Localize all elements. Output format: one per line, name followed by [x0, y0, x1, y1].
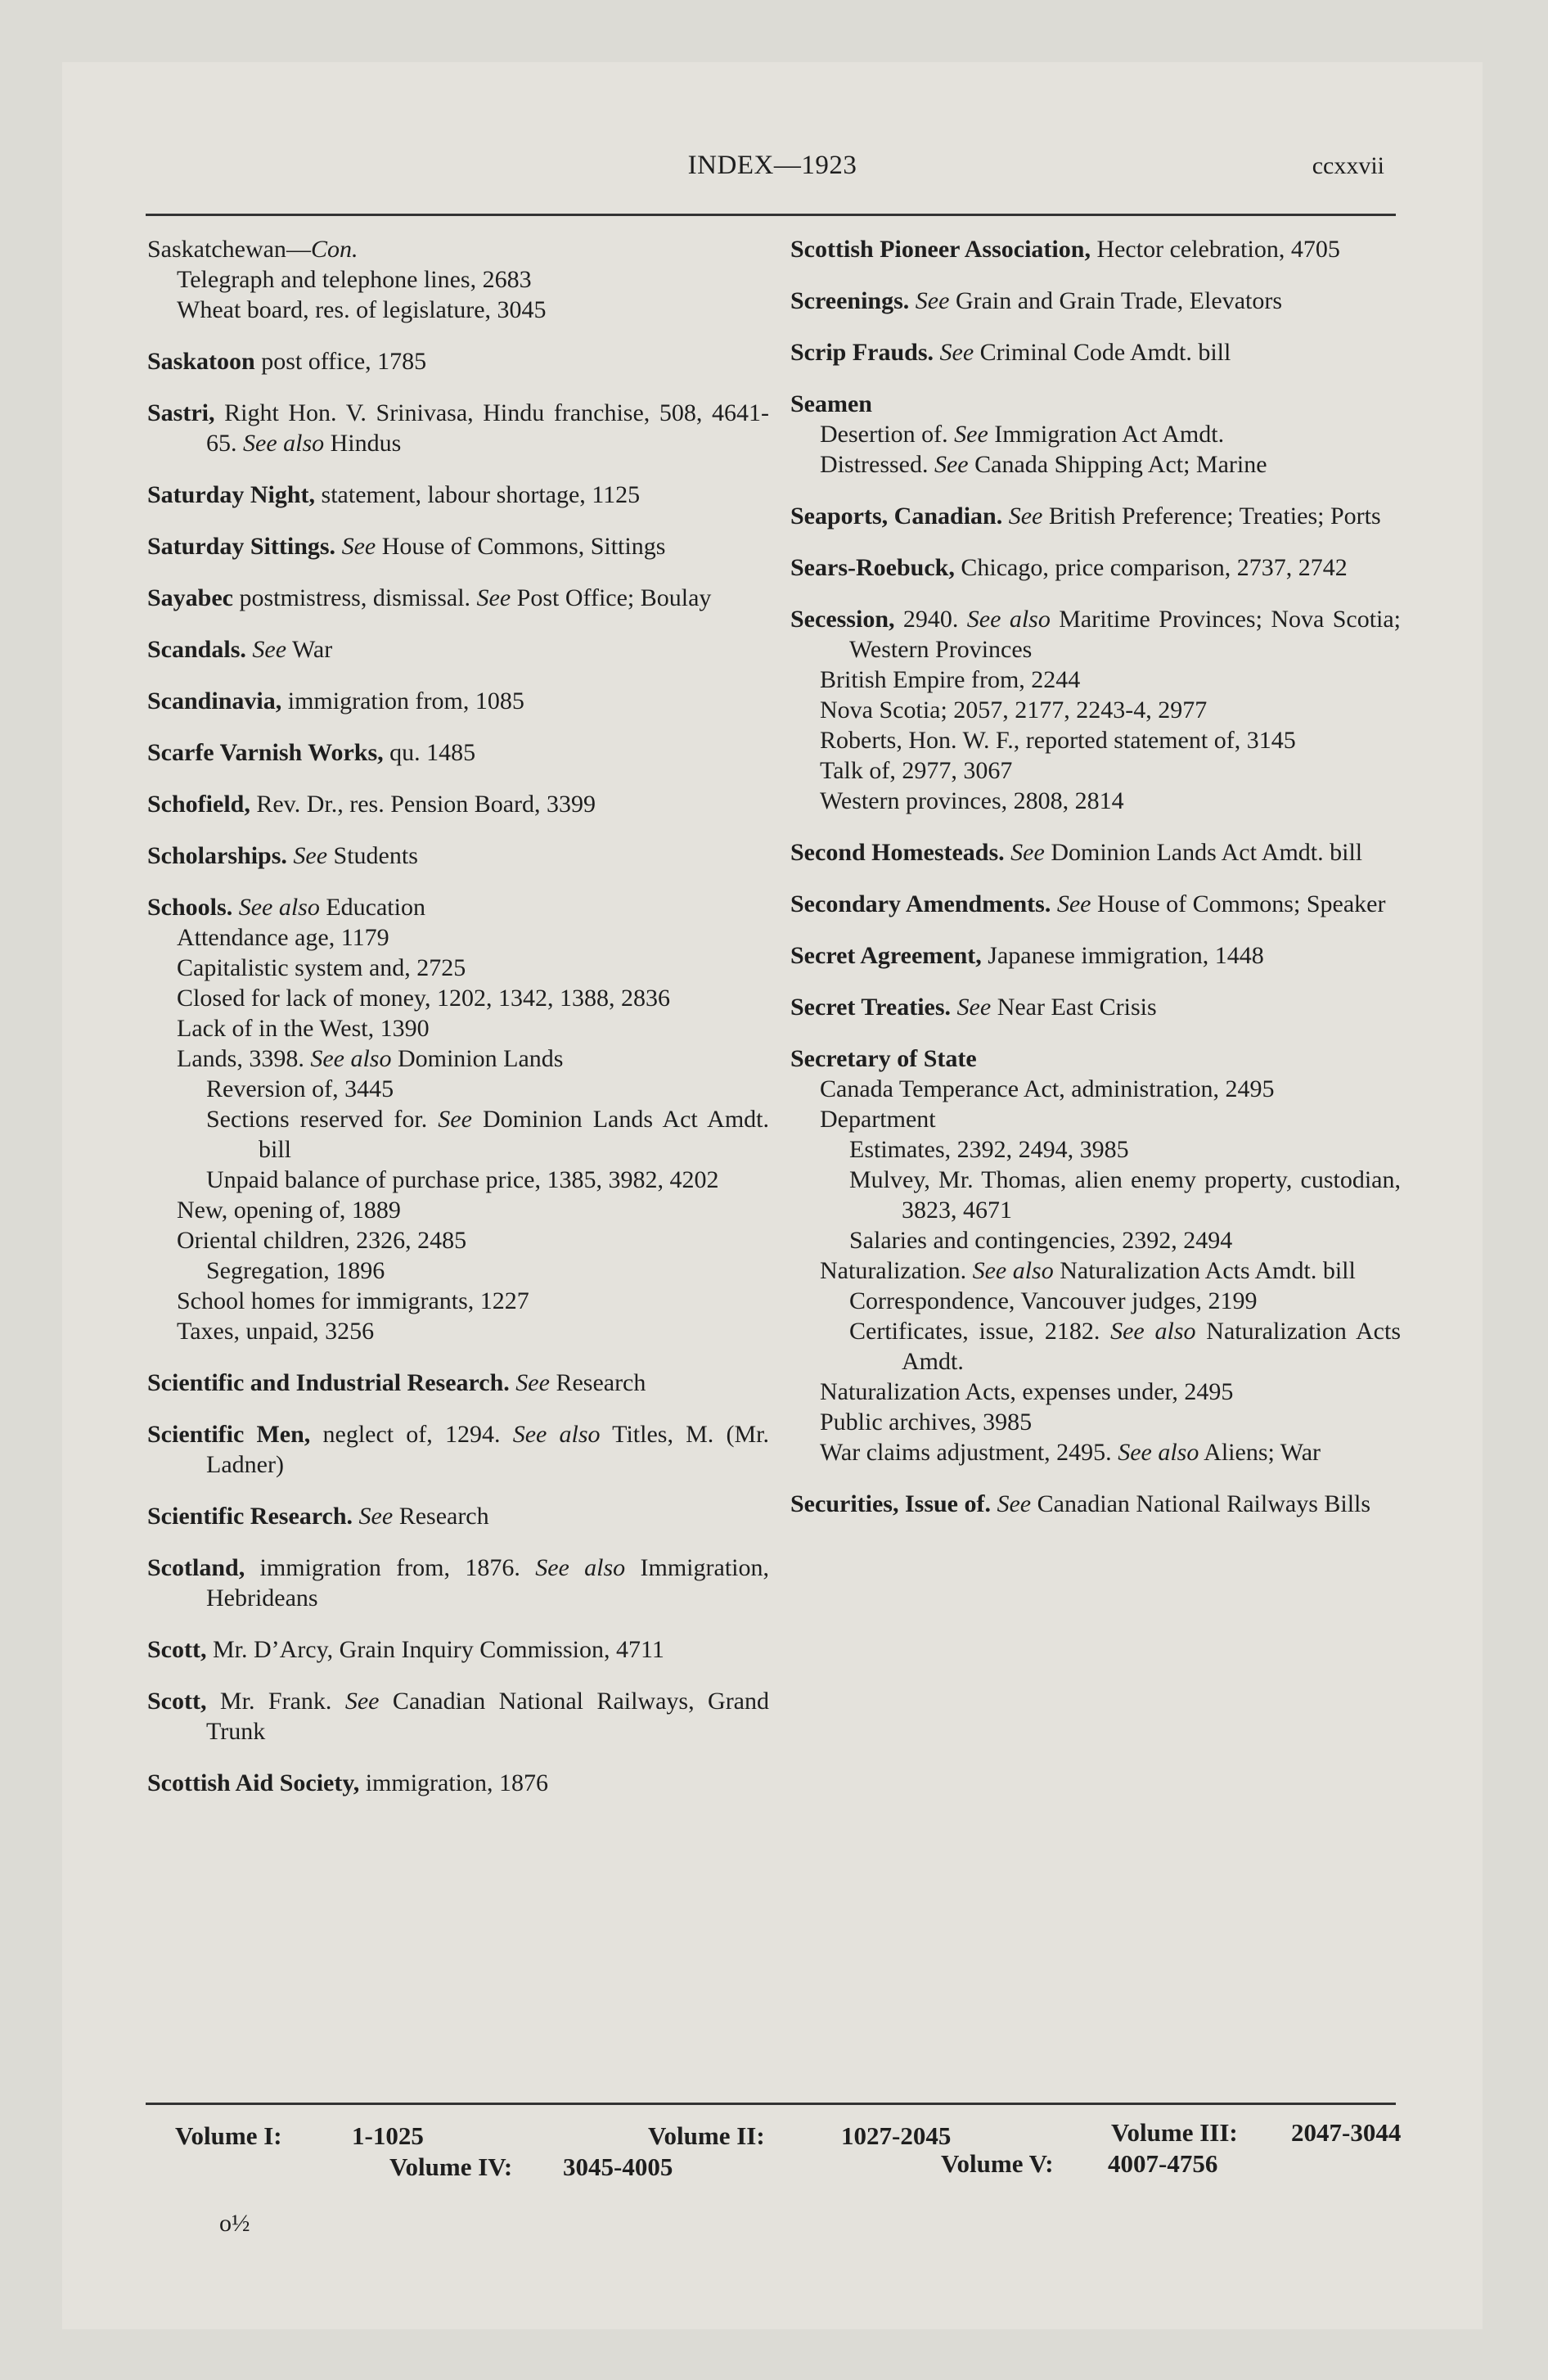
sub-entry: Desertion of. See Immigration Act Amdt. [820, 421, 1225, 448]
sub-entry: Talk of, 2977, 3067 [820, 757, 1013, 784]
index-entry: Secondary Amendments. See House of Commons; Speaker [790, 890, 1386, 917]
index-entry: Scrip Frauds. See Criminal Code Amdt. bill [790, 339, 1231, 366]
index-entry: Screenings. See Grain and Grain Trade, Elevators [790, 287, 1283, 314]
sub-entry: Oriental children, 2326, 2485 [177, 1227, 467, 1254]
volume-range: 1-1025 [352, 2121, 424, 2150]
sub-entry: Unpaid balance of purchase price, 1385, 3982, 4202 [206, 1166, 719, 1193]
volume-label: Volume IV: [389, 2152, 513, 2181]
volume-label: Volume II: [648, 2121, 765, 2150]
index-entry: Secretary of State Canada Temperance Act, administration, 2495 Department Estimates, 2392, 2494, 3985 Mulvey, Mr. Thomas, alien enemy property, custodian, 3823, 4671 Salaries and contingencies, 2392, 2494 Naturalization. See also Naturalization Acts Amdt. bill Correspondence, Vancouver judges, 2199 Certificates, issue, 2182. See also Naturalization Acts Amdt. Naturalization Acts, expenses under, 2495 Public archives, 3985 War claims adjustment, 2495. See also Aliens; War [790, 1045, 1401, 1466]
sub-entry: New, opening of, 1889 [177, 1197, 401, 1224]
sub-entry: Sections reserved for. See Dominion Lands Act Amdt. bill [206, 1106, 769, 1163]
index-entry: Scientific Men, neglect of, 1294. See also Titles, M. (Mr. Ladner) [147, 1421, 770, 1478]
sub-entry: War claims adjustment, 2495. See also Aliens; War [820, 1439, 1321, 1466]
index-entry: Secession, 2940. See also Maritime Provinces; Nova Scotia; Western Provinces British Empire from, 2244 Nova Scotia; 2057, 2177, 2243-4, 2977 Roberts, Hon. W. F., reported statement of, 3145 Talk of, 2977, 3067 Western provinces, 2808, 2814 [790, 606, 1402, 814]
index-page [62, 62, 1483, 2329]
sub-entry: Taxes, unpaid, 3256 [177, 1318, 375, 1345]
sub-entry: Mulvey, Mr. Thomas, alien enemy property, custodian, 3823, 4671 [849, 1166, 1401, 1224]
right-column [790, 234, 1401, 1540]
index-entry: Schools. See also Education Attendance age, 1179 Capitalistic system and, 2725 Closed for lack of money, 1202, 1342, 1388, 2836 Lack of in the West, 1390 Lands, 3398. See also Dominion Lands Reversion of, 3445 Sections reserved for. See Dominion Lands Act Amdt. bill Unpaid balance of purchase price, 1385, 3982, 4202 New, opening of, 1889 Oriental children, 2326, 2485 Segregation, 1896 School homes for immigrants, 1227 Taxes, unpaid, 3256 [147, 894, 769, 1345]
index-entry: Scott, Mr. D’Arcy, Grain Inquiry Commission, 4711 [147, 1636, 664, 1663]
sub-entry: Canada Temperance Act, administration, 2495 [820, 1075, 1275, 1102]
index-entry: Scholarships. See Students [147, 842, 418, 869]
sub-entry: British Empire from, 2244 [820, 666, 1081, 693]
volume-range: 4007-4756 [1108, 2149, 1218, 2178]
volume-label: Volume I: [175, 2121, 282, 2150]
volume-label: Volume III: [1111, 2118, 1238, 2147]
sub-entry: Lack of in the West, 1390 [177, 1015, 430, 1042]
index-entry: Scientific and Industrial Research. See Research [147, 1369, 646, 1396]
index-entry: Saskatchewan—Con. Telegraph and telephone lines, 2683 Wheat board, res. of legislature, 3045 [147, 234, 769, 325]
index-entry: Saturday Night, statement, labour shortage, 1125 [147, 481, 641, 508]
sub-entry: Naturalization. See also Naturalization Acts Amdt. bill [820, 1257, 1356, 1284]
sub-entry: Lands, 3398. See also Dominion Lands [177, 1045, 564, 1072]
page-title: INDEX—1923 [687, 151, 857, 180]
sub-entry: Reversion of, 3445 [206, 1075, 394, 1102]
volume-range: 1027-2045 [841, 2121, 952, 2150]
volume-range: 3045-4005 [563, 2152, 673, 2181]
sub-entry: Public archives, 3985 [820, 1409, 1033, 1436]
header-rule [146, 214, 1396, 216]
sub-entry: Roberts, Hon. W. F., reported statement of, 3145 [820, 727, 1296, 754]
index-entry: Scientific Research. See Research [147, 1503, 489, 1530]
index-entry: Schofield, Rev. Dr., res. Pension Board, 3399 [147, 791, 596, 818]
sub-entry: Nova Scotia; 2057, 2177, 2243-4, 2977 [820, 696, 1208, 723]
index-entry: Secret Treaties. See Near East Crisis [790, 994, 1157, 1021]
page-number: ccxxvii [1312, 152, 1384, 179]
index-entry: Scottish Pioneer Association, Hector celebration, 4705 [790, 236, 1340, 263]
sub-entry: Wheat board, res. of legislature, 3045 [177, 296, 547, 323]
index-entry: Scandals. See War [147, 636, 333, 663]
index-entry: Saturday Sittings. See House of Commons, Sittings [147, 533, 666, 560]
index-entry: Saskatoon post office, 1785 [147, 348, 427, 375]
footer-rule [146, 2103, 1396, 2105]
sub-entry: Department [820, 1106, 936, 1133]
index-entry: Scott, Mr. Frank. See Canadian National Railways, Grand Trunk [147, 1688, 770, 1745]
volume-key [146, 2108, 1402, 2182]
sub-entry: Attendance age, 1179 [177, 924, 389, 951]
sub-entry: Estimates, 2392, 2494, 3985 [849, 1136, 1129, 1163]
left-column [147, 234, 769, 1819]
entry-heading: Saskatchewan [147, 236, 286, 263]
index-entry: Scotland, immigration from, 1876. See also Immigration, Hebrideans [147, 1554, 769, 1611]
sub-entry: Western provinces, 2808, 2814 [820, 787, 1124, 814]
index-entry: Sayabec postmistress, dismissal. See Post Office; Boulay [147, 584, 712, 611]
sub-entry: Certificates, issue, 2182. See also Naturalization Acts Amdt. [849, 1318, 1401, 1375]
index-entry: Scandinavia, immigration from, 1085 [147, 687, 524, 714]
sub-entry: Salaries and contingencies, 2392, 2494 [849, 1227, 1233, 1254]
page-header [62, 151, 1483, 192]
index-entry: Scottish Aid Society, immigration, 1876 [147, 1769, 549, 1796]
volume-range: 2047-3044 [1291, 2118, 1402, 2147]
sub-entry: Telegraph and telephone lines, 2683 [177, 266, 532, 293]
index-entry: Second Homesteads. See Dominion Lands Act Amdt. bill [790, 839, 1363, 866]
index-entry: Seaports, Canadian. See British Preference; Treaties; Ports [790, 503, 1381, 530]
sub-entry: Naturalization Acts, expenses under, 2495 [820, 1378, 1234, 1405]
index-entry: Secret Agreement, Japanese immigration, 1448 [790, 942, 1264, 969]
sub-entry: Correspondence, Vancouver judges, 2199 [849, 1287, 1258, 1314]
index-entry: Scarfe Varnish Works, qu. 1485 [147, 739, 476, 766]
index-entry: Sears-Roebuck, Chicago, price comparison, 2737, 2742 [790, 554, 1348, 581]
sub-entry: Segregation, 1896 [206, 1257, 385, 1284]
volume-label: Volume V: [941, 2149, 1054, 2178]
sub-entry: Closed for lack of money, 1202, 1342, 1388, 2836 [177, 985, 670, 1012]
sub-entry: Distressed. See Canada Shipping Act; Marine [820, 451, 1267, 478]
index-entry: Sastri, Right Hon. V. Srinivasa, Hindu franchise, 508, 4641-65. See also Hindus [147, 399, 769, 457]
index-entry: Securities, Issue of. See Canadian National Railways Bills [790, 1490, 1371, 1517]
sub-entry: School homes for immigrants, 1227 [177, 1287, 529, 1314]
sub-entry: Capitalistic system and, 2725 [177, 954, 466, 981]
signature-mark: o½ [219, 2210, 250, 2237]
index-entry: Seamen Desertion of. See Immigration Act Amdt. Distressed. See Canada Shipping Act; Marine [790, 389, 1401, 480]
